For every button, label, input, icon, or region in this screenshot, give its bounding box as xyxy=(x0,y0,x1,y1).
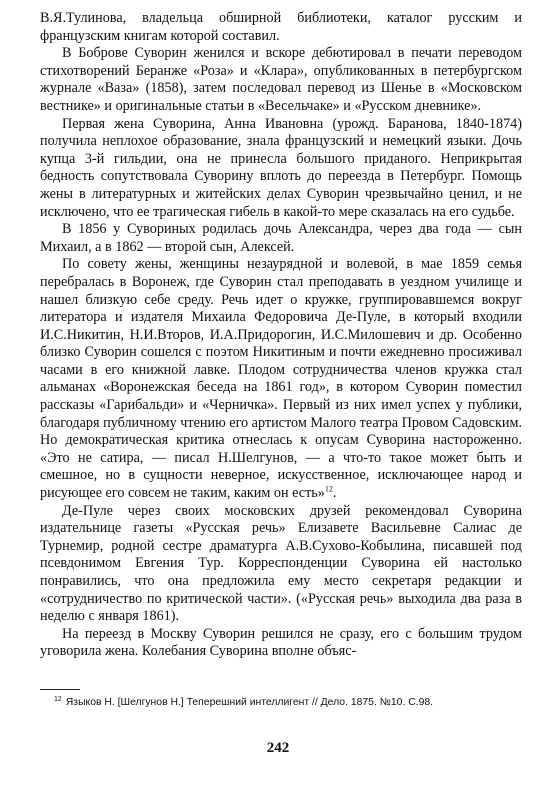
footnote xyxy=(40,696,522,709)
paragraph-7: На переезд в Москву Суворин решился не сразу, его с большим трудом уговорила жена. Колебания Суворина вполне объяс- xyxy=(40,625,522,660)
footnote-reference[interactable]: 12 xyxy=(324,484,333,494)
paragraph-1: В.Я.Тулинова, владельца обширной библиотеки, каталог русским и французским книгам которой составил. xyxy=(40,10,522,44)
paragraph-4: В 1856 у Сувориных родилась дочь Александра, через два года — сын Михаил, а в 1862 — второй сын, Алексей. xyxy=(40,221,522,255)
footnote-divider xyxy=(40,689,80,690)
paragraph-2: В Боброве Суворин женился и вскоре дебютировал в печати переводом стихотворений Беранже «Роза» и «Клара», опубликованных в петербургском журнале «Ваза» (1858), затем последовал перевод из Шенье в «Московском вестнике» и оригинальные статьи в «Весельчаке» и «Русском дневнике». xyxy=(40,45,522,114)
paragraph-6: Де-Пуле через своих московских друзей рекомендовал Суворина издательнице газеты «Русская речь» Елизавете Васильевне Салиас де Турнемир, родной сестре драматурга А.В.Сухово-Кобылина, писавшей под псевдонимом Евгения Тур. Корреспонденции Суворина ей настолько понравились, что она предложила ему место секретаря редакции и «сотрудничество по критической части». («Русская речь» выходила два раза в неделю с января 1861). xyxy=(40,502,522,625)
page-number: 242 xyxy=(266,740,290,756)
footnote-mark: 12 xyxy=(54,695,62,703)
footnote-text: Языков Н. [Шелгунов Н.] Теперешний интеллигент // Дело. 1875. №10. С.98. xyxy=(65,697,434,708)
paragraph-3: Первая жена Суворина, Анна Ивановна (урожд. Баранова, 1840-1874) получила неплохое образование, знала французский и немецкий языки. Дочь купца 3-й гильдии, она не принесла большого приданого. Неприкрытая бедность сопутствовала Суворину вплоть до переезда в Петербург. Помощь жены в литературных и житейских делах Суворин чрезвычайно ценил, и не исключено, что ее трагическая гибель в какой-то мере сказалась на его судьбе. xyxy=(40,115,522,220)
paragraph-5-text: По совету жены, женщины незаурядной и волевой, в мае 1859 семья перебралась в Воронеж, где Суворин стал преподавать в уездном училище и нашел близкую себе среду. Речь идет о кружке, группировавшемся вокруг литератора и издателя Михаила Федоровича Де-Пуле, в который входили И.С.Никитин, Н.И.Второв, И.А.Придорогин, И.С.Милошевич и др. Особенно близко Суворин сошелся с поэтом Никитиным и почти ежедневно просиживал часами в его книжной лавке. Плодом сотрудничества членов кружка стал альманах «Воронежская беседа на 1861 год», в котором Суворин поместил рассказы «Гарибальди» и «Черничка». Первый из них имел успех у публики, благодаря публичному чтению его артистом Малого театра Провом Садовским. Но демократическая критика отнеслась к опусам Суворина настороженно. «Это не сатира, — писал Н.Шелгунов, — а что-то такое может быть и смешное, но в сущности неверное, искусственное, исключающее народ и рисующее его совсем не таким, каким он есть» xyxy=(40,256,522,502)
paragraph-5: По совету жены, женщины незаурядной и волевой, в мае 1859 семья перебралась в Воронеж, где Суворин стал преподавать в уездном училище и нашел близкую себе среду. Речь идет о кружке, группировавшемся вокруг литератора и издателя Михаила Федоровича Де-Пуле, в который входили И.С.Никитин, Н.И.Второв, И.А.Придорогин, И.С.Милошевич и др. Особенно близко Суворин сошелся с поэтом Никитиным и почти ежедневно просиживал часами в его книжной лавке. Плодом сотрудничества членов кружка стал альманах «Воронежская беседа на 1861 год», в котором Суворин поместил рассказы «Гарибальди» и «Черничка». Первый из них имел успех у публики, благодаря публичному чтению его артистом Малого театра Провом Садовским. Но демократическая критика отнеслась к опусам Суворина настороженно. «Это не сатира, — писал Н.Шелгунов, — а что-то такое может быть и смешное, но в сущности неверное, искусственное, исключающее народ и рисующее его совсем не таким, каким он есть»$^{12}$. xyxy=(40,256,522,502)
body-text xyxy=(40,10,522,661)
